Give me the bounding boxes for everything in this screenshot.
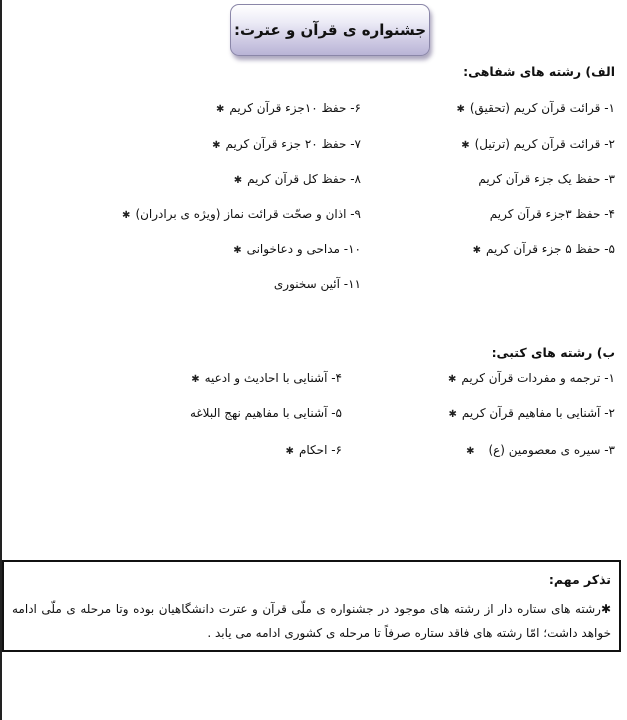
- list-item: [216, 100, 361, 118]
- list-item: [466, 442, 615, 460]
- list-item: [473, 241, 615, 259]
- important-note-box: [2, 560, 621, 652]
- list-item: [286, 442, 342, 460]
- section-a-heading: الف) رشته های شفاهی:: [463, 64, 615, 79]
- star-icon: ✱: [466, 446, 475, 457]
- item-text: ۲- آشنایی با مفاهیم قرآن کریم: [461, 406, 615, 420]
- item-text: ۴- حفظ ۳جزء قرآن کریم: [489, 207, 615, 221]
- list-item: [448, 370, 615, 388]
- star-icon: ✱: [122, 210, 131, 221]
- item-text: ۶- احکام: [298, 443, 342, 457]
- item-text: ۳- حفظ یک جزء قرآن کریم: [478, 172, 615, 186]
- list-item: [234, 171, 361, 189]
- star-icon: ✱: [472, 245, 481, 256]
- star-icon: ✱: [212, 140, 221, 151]
- item-text: ۱۰- مداحی و دعاخوانی: [246, 242, 361, 256]
- list-item: [461, 136, 615, 154]
- star-icon: ✱: [191, 374, 200, 385]
- page-title: جشنواره ی قرآن و عترت:: [230, 4, 430, 56]
- item-text: ۷- حفظ ۲۰ جزء قرآن کریم: [225, 137, 361, 151]
- star-icon: ✱: [233, 175, 243, 186]
- star-icon: ✱: [447, 374, 457, 385]
- list-item: [456, 100, 615, 118]
- item-text: ۶- حفظ ۱۰جزء قرآن کریم: [229, 101, 361, 115]
- list-item: [485, 206, 615, 224]
- list-item: [233, 241, 361, 259]
- item-text: ۵- آشنایی با مفاهیم نهج البلاغه: [189, 406, 342, 420]
- star-icon: ✱: [461, 140, 470, 151]
- item-text: ۸- حفظ کل قرآن کریم: [247, 172, 361, 186]
- star-icon: ✱: [285, 446, 294, 457]
- star-icon: ✱: [233, 245, 242, 256]
- item-text: ۲- قرائت قرآن کریم (ترتیل): [474, 137, 615, 151]
- list-item: [191, 370, 342, 388]
- section-b-heading: ب) رشته های کتبی:: [491, 345, 615, 360]
- item-text: ۹- اذان و صحّت قرائت نماز (ویژه ی برادران): [135, 207, 361, 221]
- item-text: ۱۱- آئین سخنوری: [273, 277, 361, 291]
- list-item: [448, 405, 615, 423]
- list-item: [185, 405, 342, 423]
- star-icon: ✱: [215, 104, 225, 115]
- list-item: [473, 171, 615, 189]
- item-text: ۱- ترجمه و مفردات قرآن کریم: [461, 371, 615, 385]
- item-text: ۵- حفظ ۵ جزء قرآن کریم: [485, 242, 615, 256]
- star-icon: ✱: [448, 409, 457, 420]
- list-item: [269, 276, 361, 294]
- star-icon: ✱: [456, 104, 465, 115]
- item-text: ۱- قرائت قرآن کریم (تحقیق): [469, 101, 615, 115]
- list-item: [212, 136, 361, 154]
- note-title: تذکر مهم:: [548, 572, 611, 587]
- note-text: ✱رشته های ستاره دار از رشته های موجود در جشنواره ی ملّی قرآن و عترت دانشگاهیان بوده وتا مرحله ی ملّی ادامه خواهد داشت؛ امّا رشته های فاقد ستاره صرفاً تا مرحله ی کشوری ادامه می یابد .: [12, 602, 611, 640]
- item-text: ۳- سیره ی معصومین (ع): [488, 443, 615, 457]
- list-item: [122, 206, 361, 224]
- item-text: ۴- آشنایی با احادیث و ادعیه: [204, 371, 342, 385]
